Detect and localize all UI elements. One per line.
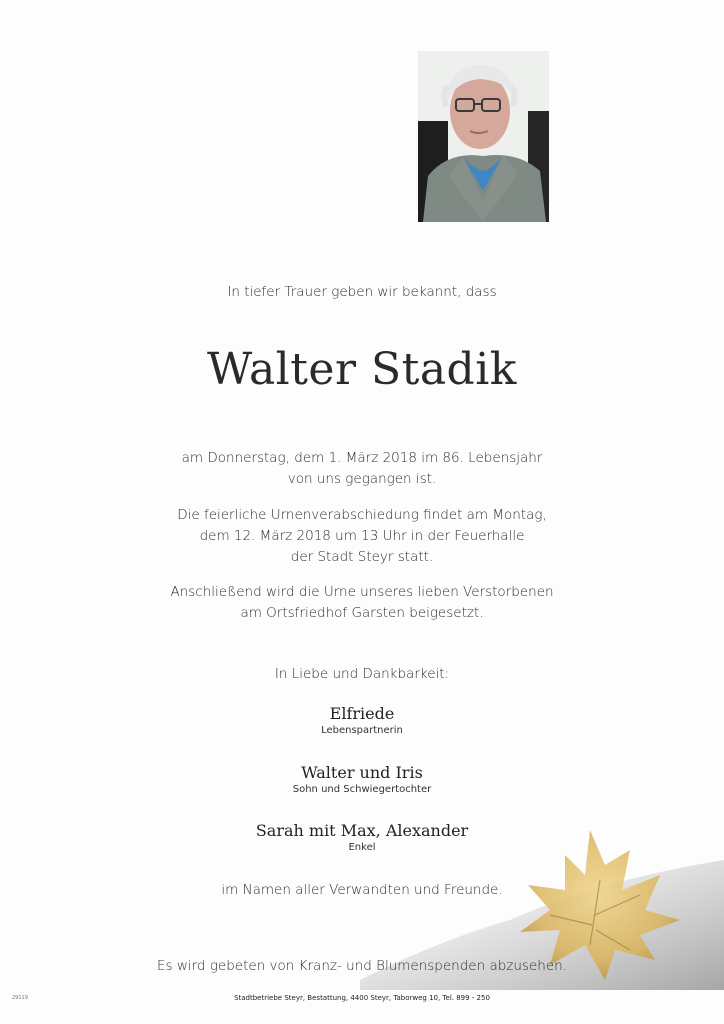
burial-line: Anschließend wird die Urne unseres lieben Verstorbenen — [170, 584, 554, 600]
burial-line: am Ortsfriedhof Garsten beigesetzt. — [240, 605, 484, 621]
burial-announcement — [0, 582, 724, 624]
death-announcement — [0, 448, 724, 490]
mourner-name: Sarah mit Max, Alexander — [255, 821, 469, 840]
death-line: am Donnerstag, dem 1. März 2018 im 86. Lebensjahr — [181, 450, 543, 466]
portrait-photo — [418, 51, 549, 222]
relatives-line: im Namen aller Verwandten und Freunde. — [221, 882, 503, 898]
mourner-relation: Sohn und Schwiegertochter — [292, 784, 432, 795]
ceremony-line: der Stadt Steyr statt. — [290, 549, 434, 565]
deceased-name: Walter Stadik — [207, 344, 517, 395]
ceremony-announcement — [0, 505, 724, 568]
mourner-name: Walter und Iris — [301, 763, 423, 782]
intro-text: In tiefer Trauer geben wir bekannt, dass — [227, 284, 497, 300]
footer-address: Stadtbetriebe Steyr, Bestattung, 4400 Steyr, Taborweg 10, Tel. 899 - 250 — [234, 994, 490, 1002]
mourner-relation: Lebenspartnerin — [321, 725, 403, 736]
donation-request: Es wird gebeten von Kranz- und Blumenspenden abzusehen. — [157, 958, 567, 974]
ceremony-line: Die feierliche Urnenverabschiedung findet am Montag, — [177, 507, 547, 523]
mourner-relation: Enkel — [348, 842, 376, 853]
mourner-entry — [0, 763, 724, 795]
ceremony-line: dem 12. März 2018 um 13 Uhr in der Feuerhalle — [199, 528, 525, 544]
death-line: von uns gegangen ist. — [287, 471, 437, 487]
gratitude-text: In Liebe und Dankbarkeit: — [274, 666, 450, 682]
form-code: 29119 — [12, 995, 28, 1001]
mourner-name: Elfriede — [329, 704, 395, 723]
mourner-entry — [0, 704, 724, 736]
